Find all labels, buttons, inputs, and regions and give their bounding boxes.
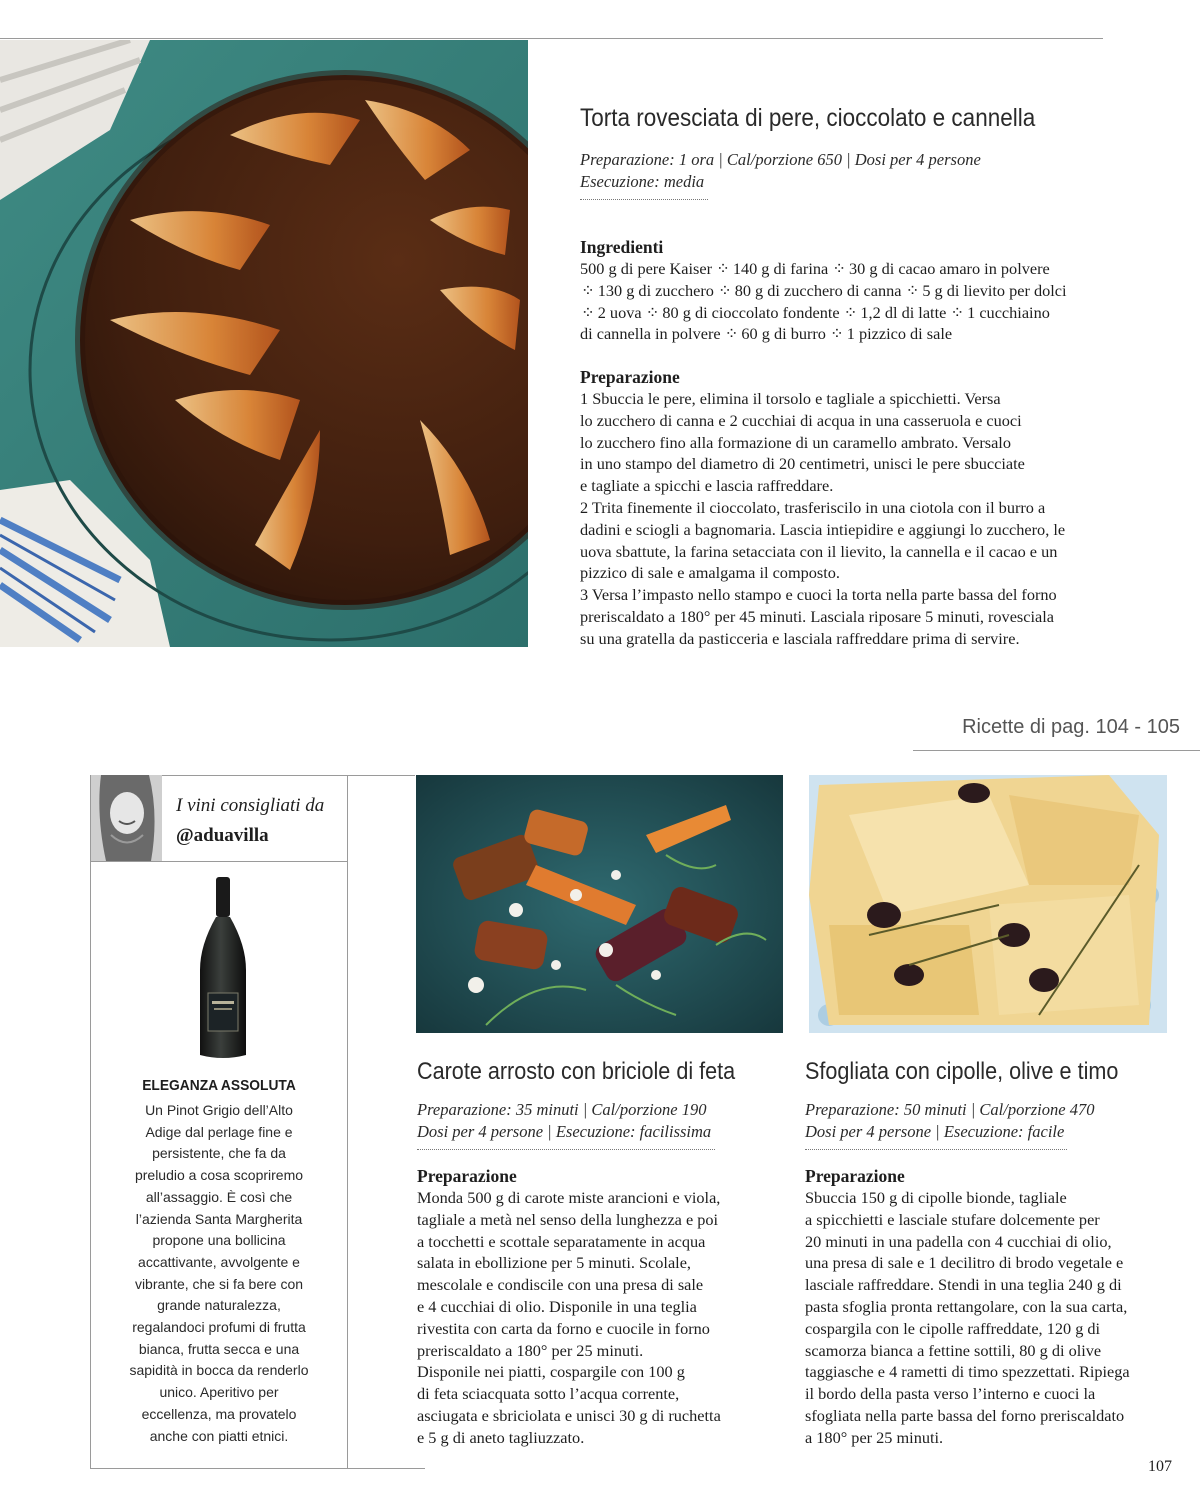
text-line: sapidità in bocca da renderlo: [129, 1362, 309, 1379]
recipe-title: Carote arrosto con briciole di feta: [417, 1058, 736, 1085]
ingredient-separator: ⁘: [840, 302, 860, 322]
text-line: Adige dal perlage fine e: [145, 1123, 293, 1140]
text-line: a spicchietti e lasciale stufare dolcemente per: [805, 1209, 1100, 1229]
dotted-divider: [580, 199, 708, 200]
ingredient-item: 130 g di zucchero: [597, 280, 714, 300]
text-line: a 180° per 25 minuti.: [805, 1427, 944, 1447]
text-line: e 5 g di aneto tagliuzzato.: [417, 1427, 585, 1447]
ingredient-separator: ⁘: [947, 302, 967, 322]
text-line: vibrante, che si fa bere con: [134, 1275, 304, 1292]
cake-photo: [0, 40, 528, 647]
preparation-text: [805, 1187, 1130, 1449]
text-line: Monda 500 g di carote miste arancioni e viola,: [417, 1188, 721, 1207]
text-line: rivestita con carta da forno e cuocile in forno: [417, 1318, 710, 1338]
text-line: propone una bollicina: [152, 1232, 286, 1249]
text-line: persistente, che fa da: [152, 1145, 286, 1162]
ingredient-item: di cannella in polvere: [580, 324, 721, 344]
text-line: anche con piatti etnici.: [149, 1427, 289, 1444]
text-line: preriscaldato a 180° per 45 minuti. Lasciala riposare 5 minuti, rovesciala: [580, 606, 1054, 626]
preparation-heading: Preparazione: [580, 367, 680, 387]
ingredient-separator: ⁘: [714, 280, 734, 300]
text-line: Un Pinot Grigio dell’Alto: [145, 1102, 293, 1118]
wine-box-mid-rule: [90, 861, 348, 862]
text-line: sfogliata nella parte bassa del forno preriscaldato: [805, 1405, 1125, 1425]
recipe-meta-line: Preparazione: 1 ora | Cal/porzione 650 | Dosi per 4 persone: [580, 150, 981, 169]
text-line: preriscaldato a 180° per 25 minuti.: [417, 1340, 644, 1360]
preparation-heading: Preparazione: [805, 1166, 905, 1186]
text-line: a tocchetti e scottale separatamente in acqua: [417, 1231, 706, 1251]
text-line: preludio a cosa scopriremo: [134, 1167, 304, 1184]
text-line: lo zucchero di canna e 2 cucchiai di acqua in una casseruola e cuoci: [580, 410, 1022, 430]
text-line: scamorza bianca a fettine sottili, 80 g di olive: [805, 1340, 1102, 1360]
preparation-text: [417, 1187, 721, 1449]
ingredient-separator: ⁘: [642, 302, 662, 322]
wine-intro: I vini consigliati da: [176, 795, 325, 816]
ingredient-separator: ⁘: [829, 259, 849, 278]
text-line: dadini e sciogli a bagnomaria. Lascia intiepidire e aggiungi lo zucchero, le: [580, 519, 1066, 539]
ingredients-line: [580, 302, 1067, 324]
recipe-meta: [580, 149, 981, 193]
text-line: l’azienda Santa Margherita: [135, 1210, 303, 1227]
sfogliata-photo: [809, 775, 1167, 1033]
wine-description: [91, 1100, 347, 1447]
section-rule: [913, 750, 1200, 751]
text-line: regalandoci profumi di frutta: [132, 1319, 306, 1336]
text-line: Disponile nei piatti, cospargile con 100 g: [417, 1362, 685, 1382]
text-line: tagliale a metà nel senso della lunghezza e poi: [417, 1209, 719, 1229]
text-line: asciugata e sbriciolata e unisci 30 g di ruchetta: [417, 1405, 721, 1425]
text-line: unico. Aperitivo per: [159, 1384, 279, 1401]
ingredients-heading: Ingredienti: [580, 237, 664, 257]
text-line: lo zucchero fino alla formazione di un caramello ambrato. Versalo: [580, 432, 1011, 452]
carrots-photo: [416, 775, 783, 1033]
preparation-heading: Preparazione: [417, 1166, 517, 1186]
text-line: Sbuccia 150 g di cipolle bionde, tagliale: [805, 1188, 1067, 1207]
ingredient-item: 1 pizzico di sale: [846, 324, 953, 344]
text-line: su una gratella da pasticceria e lasciala raffreddare prima di servire.: [580, 628, 1020, 648]
recipe-title: Torta rovesciata di pere, cioccolato e cannella: [580, 104, 1036, 132]
text-line: una presa di sale e 1 decilitro di brodo vegetale e: [805, 1253, 1124, 1273]
recipe-meta-line: Esecuzione: media: [580, 172, 705, 191]
ingredient-separator: ⁘: [581, 280, 597, 300]
text-line: e 4 cucchiai di olio. Disponile in una teglia: [417, 1296, 697, 1316]
recipe-meta: [805, 1099, 1094, 1143]
wine-bottle-image: [192, 875, 254, 1060]
text-line: eccellenza, ma provatelo: [141, 1405, 297, 1422]
wine-box-bottom-rule: [90, 1468, 425, 1469]
ingredient-item: 2 uova: [597, 302, 642, 322]
ingredient-item: 1,2 dl di latte: [860, 302, 947, 322]
text-line: il bordo della pasta verso l’interno e cuoci la: [805, 1384, 1096, 1404]
text-line: 2 Trita finemente il cioccolato, trasferiscilo in una ciotola con il burro a: [580, 497, 1046, 517]
text-line: taggiasche e 4 rametti di timo spezzettati. Ripiega: [805, 1362, 1130, 1382]
ingredient-item: 80 g di zucchero di canna: [734, 280, 902, 300]
ingredient-separator: ⁘: [902, 280, 922, 300]
ingredient-item: 500 g di pere Kaiser: [580, 259, 713, 278]
text-line: pizzico di sale e amalgama il composto.: [580, 563, 840, 583]
section-label: Ricette di pag. 104 - 105: [962, 716, 1180, 738]
ingredient-item: 30 g di cacao amaro in polvere: [849, 259, 1050, 278]
text-line: uova sbattute, la farina setacciata con il lievito, la cannella e il cacao e un: [580, 541, 1058, 561]
text-line: salata in ebollizione per 5 minuti. Scolale,: [417, 1253, 691, 1273]
ingredient-item: 1 cucchiaino: [967, 302, 1050, 322]
recipe-meta-line: Preparazione: 50 minuti | Cal/porzione 470: [805, 1100, 1095, 1119]
recipe-meta-line: Dosi per 4 persone | Esecuzione: facilissima: [417, 1122, 712, 1141]
preparation-text: [580, 388, 1065, 650]
dotted-divider: [417, 1149, 715, 1150]
ingredients-line: [580, 280, 1067, 302]
ingredients-line: [580, 258, 1067, 280]
text-line: 3 Versa l’impasto nello stampo e cuoci la torta nella parte bassa del forno: [580, 585, 1057, 605]
page-number: 107: [1148, 1458, 1172, 1475]
text-line: 20 minuti in una padella con 4 cucchiai di olio,: [805, 1231, 1112, 1251]
text-line: cospargila con le cipolle raffreddate, 120 g di: [805, 1318, 1101, 1338]
text-line: all’assaggio. È così che: [145, 1188, 293, 1205]
wine-box-right-rule: [347, 775, 348, 1468]
text-line: pasta sfoglia pronta rettangolare, con la sua carta,: [805, 1296, 1128, 1316]
recipe-title: Sfogliata con cipolle, olive e timo: [805, 1058, 1119, 1085]
text-line: grande naturalezza,: [157, 1297, 281, 1314]
recipe-meta: [417, 1099, 711, 1143]
text-line: bianca, frutta secca e una: [138, 1340, 300, 1357]
text-line: lasciale raffreddare. Stendi in una teglia 240 g di: [805, 1275, 1122, 1295]
ingredient-separator: ⁘: [721, 324, 741, 344]
ingredient-separator: ⁘: [826, 324, 846, 344]
ingredient-item: 140 g di farina: [732, 259, 829, 278]
wine-title: ELEGANZA ASSOLUTA: [142, 1077, 296, 1094]
ingredients-line: [580, 323, 1067, 345]
text-line: in uno stampo del diametro di 20 centimetri, unisci le pere sbucciate: [580, 454, 1025, 474]
ingredient-item: 60 g di burro: [741, 324, 826, 344]
text-line: mescolale e condiscile con una presa di sale: [417, 1275, 704, 1295]
text-line: 1 Sbuccia le pere, elimina il torsolo e tagliale a spicchietti. Versa: [580, 389, 1001, 408]
top-rule: [0, 38, 1103, 39]
ingredient-separator: ⁘: [581, 302, 597, 322]
text-line: accattivante, avvolgente e: [138, 1253, 300, 1270]
ingredient-item: 5 g di lievito per dolci: [922, 280, 1067, 300]
recipe-meta-line: Preparazione: 35 minuti | Cal/porzione 190: [417, 1100, 707, 1119]
wine-handle: @aduavilla: [176, 825, 269, 846]
text-line: di feta sciacquata sotto l’acqua corrente,: [417, 1384, 680, 1404]
ingredients-list: [580, 258, 1067, 345]
ingredient-separator: ⁘: [713, 259, 732, 278]
recipe-meta-line: Dosi per 4 persone | Esecuzione: facile: [805, 1122, 1065, 1141]
dotted-divider: [805, 1149, 1067, 1150]
ingredient-item: 80 g di cioccolato fondente: [662, 302, 840, 322]
text-line: e tagliate a spicchi e lascia raffreddare.: [580, 476, 834, 496]
avatar: [91, 775, 162, 861]
